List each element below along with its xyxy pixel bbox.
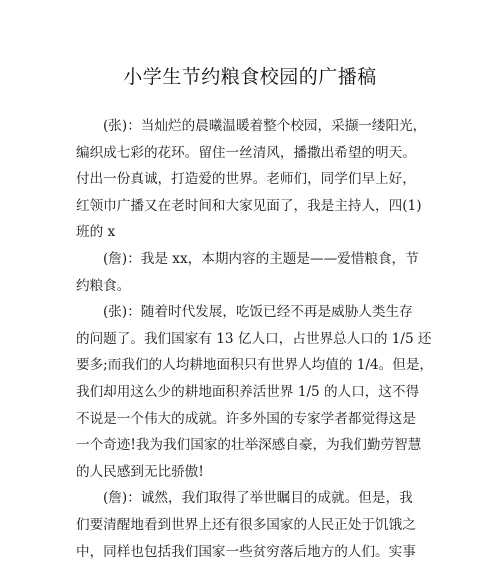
body-line: 要多;而我们的人均耕地面积只有世界人均值的 1/4。但是， (76, 357, 434, 374)
body-line: (詹)：我是 xx，本期内容的主题是——爱惜粮食，节 (103, 250, 419, 267)
body-line: 的人民感到无比骄傲! (76, 463, 204, 480)
body-line: 我们却用这么少的耕地面积养活世界 1/5 的人口，这不得 (76, 383, 420, 400)
body-line: 约粮食。 (76, 277, 131, 294)
body-line: (张)：随着时代发展，吃饭已经不再是威胁人类生存 (103, 304, 413, 321)
body-line: (詹)：诚然，我们取得了举世瞩目的成就。但是，我 (103, 490, 413, 507)
body-line: 一个奇迹!我为我们国家的壮举深感自豪，为我们勤劳智慧 (76, 437, 422, 454)
body-line: 班的 x (76, 224, 116, 241)
body-line: 编织成七彩的花环。留住一丝清风，播撒出希望的明天。 (76, 144, 416, 161)
body-line: 不说是一个伟大的成就。许多外国的专家学者都觉得这是 (76, 410, 416, 427)
body-line: 红领巾广播又在老时间和大家见面了，我是主持人，四(1) (76, 197, 422, 214)
document-body (76, 113, 434, 565)
body-line: 中，同样也包括我们国家一些贫穷落后地方的人们。实事 (76, 543, 416, 560)
body-line: (张)：当灿烂的晨曦温暖着整个校园，采撷一缕阳光， (103, 118, 427, 134)
body-line: 们要清醒地看到世界上还有很多国家的人民正处于饥饿之 (76, 516, 416, 533)
body-line: 的问题了。我们国家有 13 亿人口，占世界总人口的 1/5 还 (76, 330, 432, 347)
body-line: 付出一份真诚，打造爱的世界。老师们，同学们早上好， (76, 171, 416, 188)
document-title: 小学生节约粮食校园的广播稿 (123, 66, 377, 88)
